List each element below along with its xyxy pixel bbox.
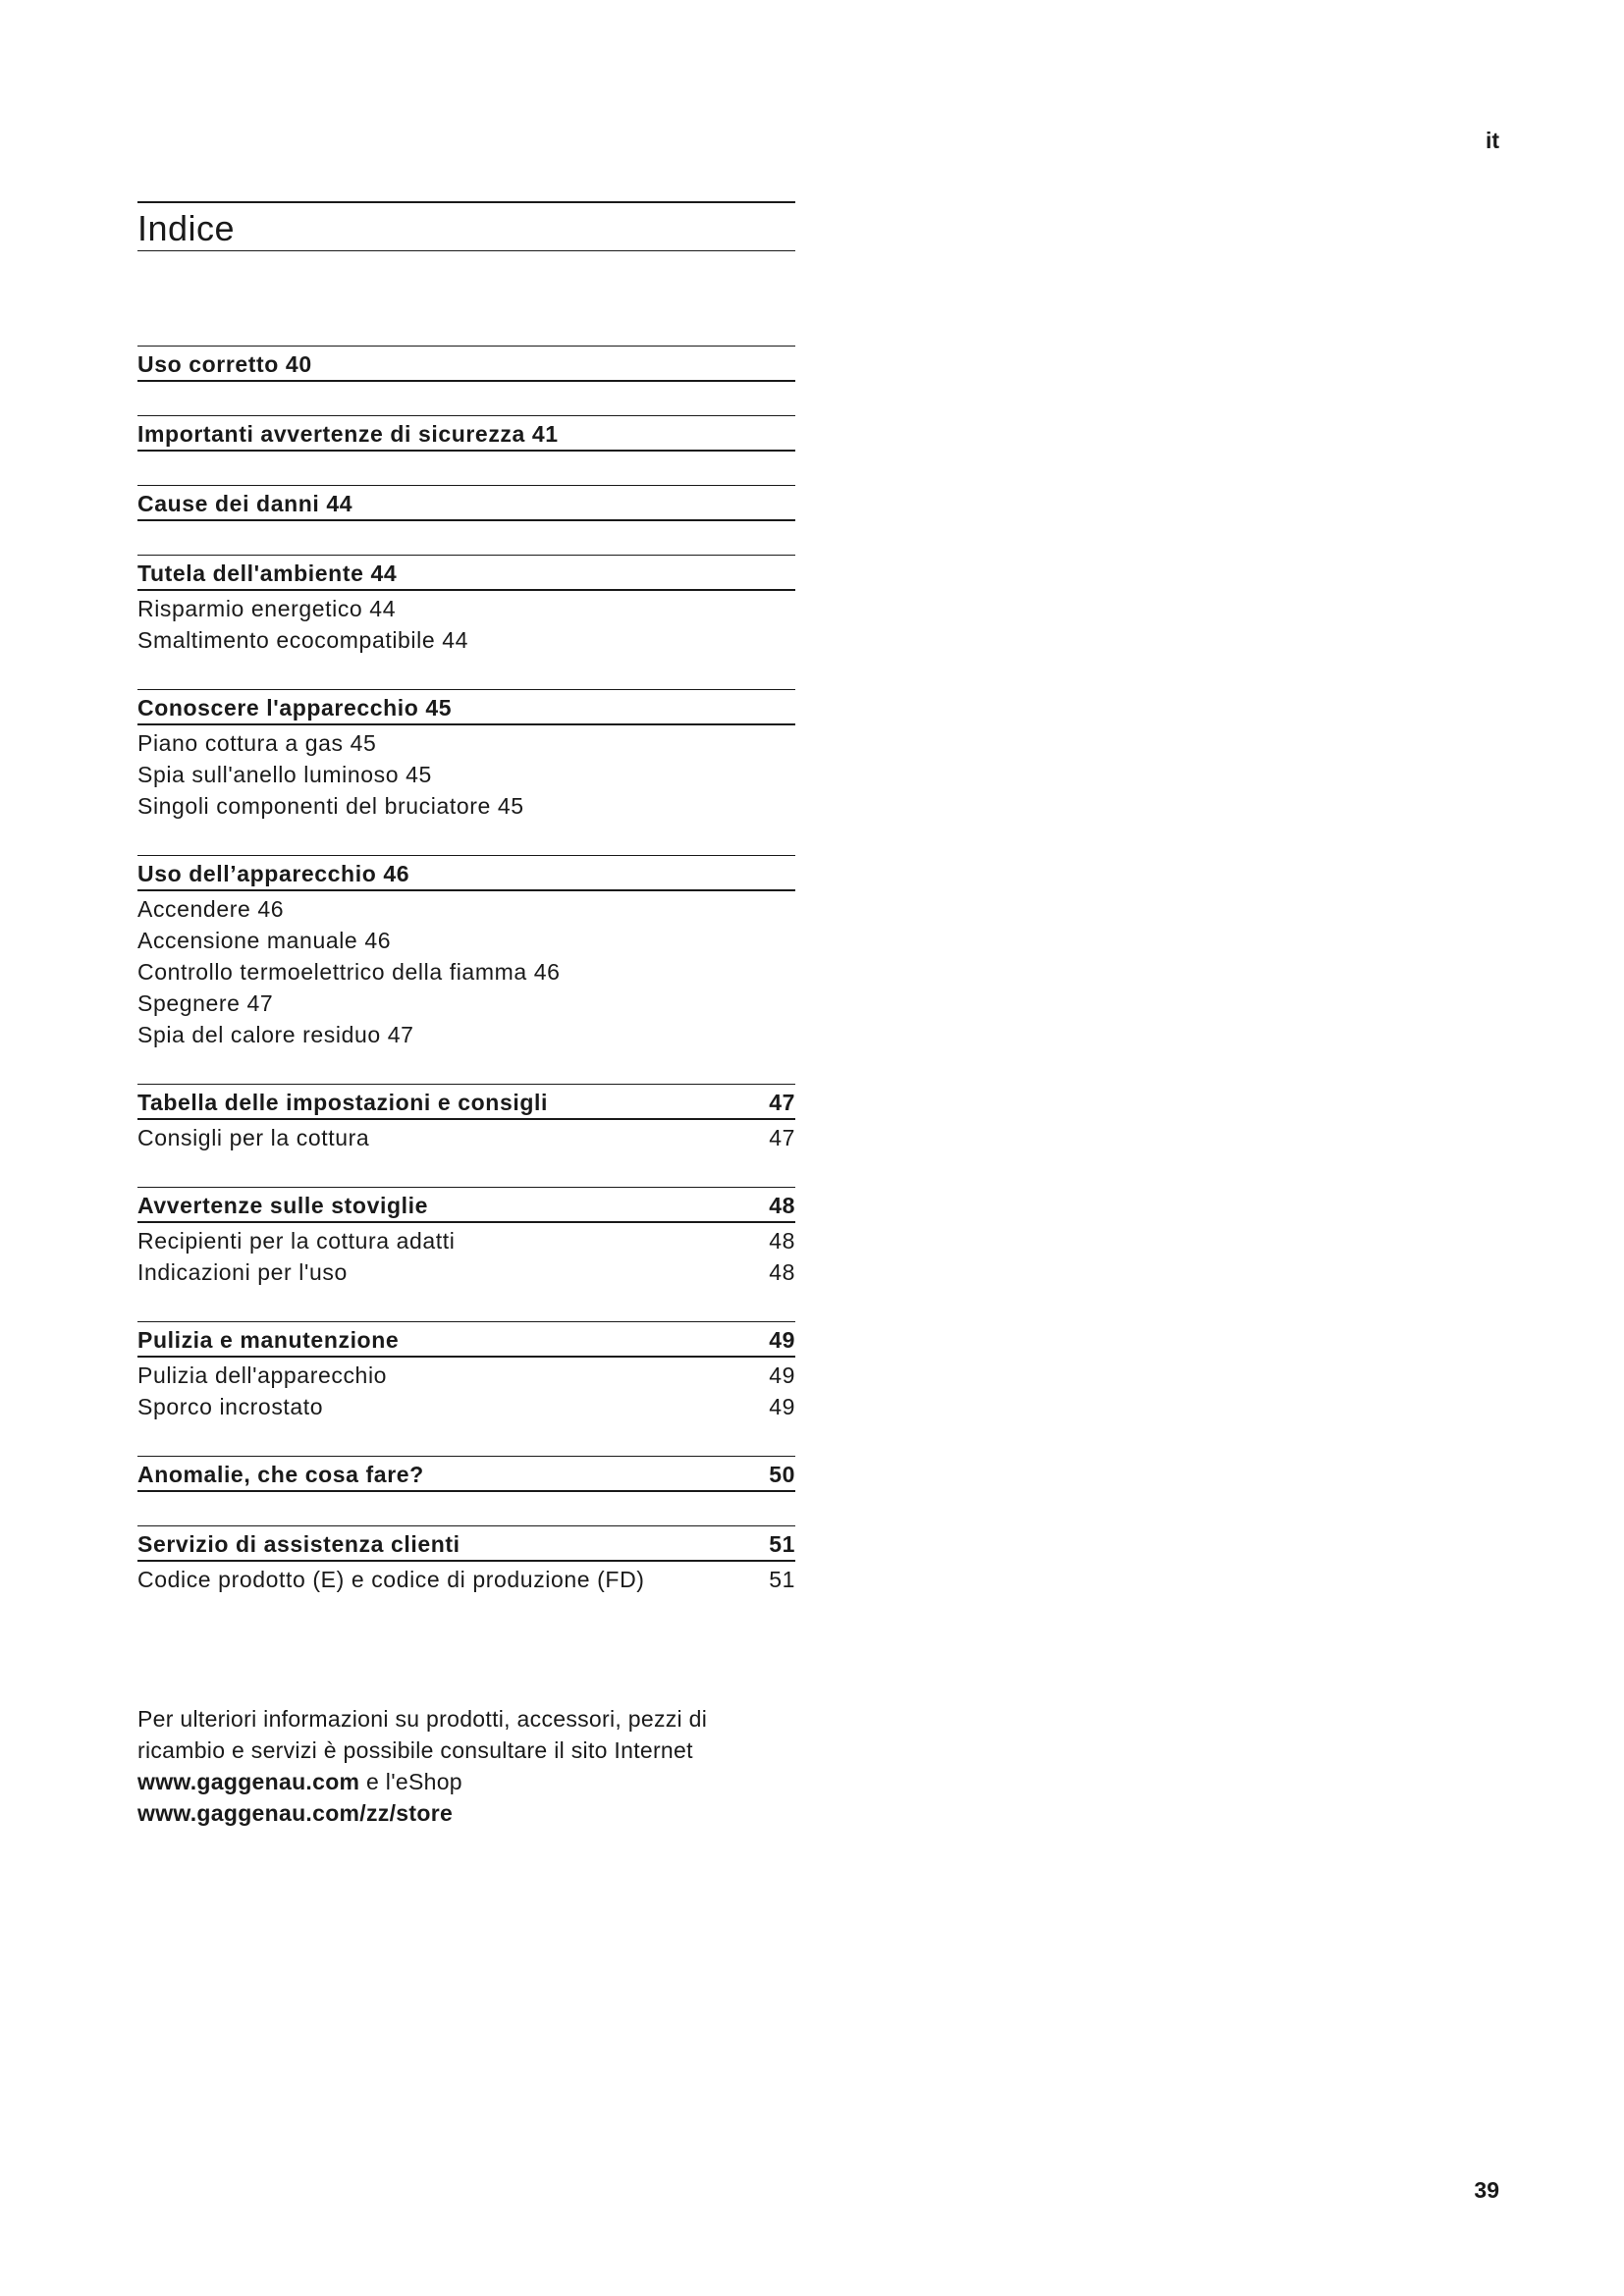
table-of-contents [137,346,795,1595]
toc-entry-page: 49 [769,1362,795,1388]
toc-heading-title: Avvertenze sulle stoviglie [137,1192,428,1218]
title-block [137,201,795,251]
toc-section [137,485,795,521]
toc-entry-label: Sporco incrostato [137,1394,324,1419]
toc-section-heading[interactable] [137,1187,795,1223]
toc-section-heading[interactable] [137,1456,795,1492]
toc-section-heading[interactable] [137,1525,795,1562]
page-title: Indice [137,208,236,248]
toc-heading-title: Uso corretto 40 [137,350,312,377]
toc-entry[interactable] [137,759,795,790]
toc-entry[interactable] [137,1391,795,1422]
toc-entry-label: Accendere 46 [137,896,285,922]
toc-entry-label: Pulizia dell'apparecchio [137,1362,388,1388]
toc-entry[interactable] [137,1122,795,1153]
toc-entry[interactable] [137,1019,795,1050]
toc-heading-title: Pulizia e manutenzione [137,1326,400,1353]
section-spacer [137,822,795,855]
section-spacer [137,1153,795,1187]
toc-entry[interactable] [137,1256,795,1288]
toc-entry[interactable] [137,790,795,822]
toc-section [137,855,795,1050]
toc-section [137,1321,795,1422]
toc-section-heading[interactable] [137,1321,795,1358]
toc-entry-page: 47 [769,1125,795,1150]
toc-section-heading[interactable] [137,1084,795,1120]
toc-section-heading[interactable] [137,415,795,452]
toc-section-heading[interactable] [137,485,795,521]
toc-entry[interactable] [137,988,795,1019]
toc-entry-page: 51 [769,1567,795,1592]
toc-section [137,415,795,452]
footer-line-2: ricambio e servizi è possibile consultare il sito Internet [137,1737,693,1763]
toc-entry[interactable] [137,727,795,759]
toc-heading-title: Servizio di assistenza clienti [137,1530,460,1557]
footer-line-1: Per ulteriori informazioni su prodotti, accessori, pezzi di [137,1706,708,1732]
toc-section [137,1084,795,1153]
toc-entry-label: Smaltimento ecocompatibile 44 [137,627,469,653]
toc-section [137,346,795,382]
section-spacer [137,1492,795,1525]
website-link[interactable]: www.gaggenau.com [137,1769,360,1794]
section-spacer [137,1050,795,1084]
toc-heading-page: 49 [769,1326,795,1353]
toc-heading-title: Tutela dell'ambiente 44 [137,560,398,586]
section-spacer [137,1422,795,1456]
toc-heading-page: 47 [769,1089,795,1115]
section-spacer [137,521,795,555]
footer-mid-text: e l'eShop [359,1769,462,1794]
toc-entry-label: Risparmio energetico 44 [137,596,397,621]
section-spacer [137,382,795,415]
section-spacer [137,452,795,485]
toc-section-heading[interactable] [137,555,795,591]
toc-section [137,1525,795,1595]
toc-entry[interactable] [137,925,795,956]
toc-section [137,1456,795,1492]
toc-section [137,689,795,822]
toc-entry-page: 48 [769,1228,795,1254]
toc-entry[interactable] [137,624,795,656]
toc-entry-label: Consigli per la cottura [137,1125,370,1150]
toc-entry-label: Piano cottura a gas 45 [137,730,377,756]
toc-entry-label: Spia sull'anello luminoso 45 [137,762,432,787]
eshop-link[interactable]: www.gaggenau.com/zz/store [137,1800,454,1826]
toc-section [137,555,795,656]
toc-section-heading[interactable] [137,689,795,725]
toc-entry-label: Codice prodotto (E) e codice di produzione (FD) [137,1567,645,1592]
toc-section-heading[interactable] [137,855,795,891]
toc-heading-title: Cause dei danni 44 [137,490,353,516]
toc-entry-label: Singoli componenti del bruciatore 45 [137,793,524,819]
page-number: 39 [1474,2177,1499,2203]
section-spacer [137,1288,795,1321]
toc-entry-label: Spegnere 47 [137,990,274,1016]
toc-heading-page: 48 [769,1192,795,1218]
section-spacer [137,656,795,689]
toc-entry-label: Indicazioni per l'uso [137,1259,348,1285]
toc-entry[interactable] [137,1225,795,1256]
toc-entry[interactable] [137,1360,795,1391]
toc-entry-page: 48 [769,1259,795,1285]
toc-entry-label: Spia del calore residuo 47 [137,1022,414,1047]
toc-heading-title: Anomalie, che cosa fare? [137,1461,424,1487]
toc-section [137,1187,795,1288]
toc-heading-title: Conoscere l'apparecchio 45 [137,694,453,721]
toc-entry-page: 49 [769,1394,795,1419]
toc-heading-page: 51 [769,1530,795,1557]
toc-entry[interactable] [137,593,795,624]
toc-entry[interactable] [137,1564,795,1595]
footer-note [137,1703,825,1829]
language-code: it [1485,128,1499,153]
toc-entry-label: Recipienti per la cottura adatti [137,1228,456,1254]
toc-entry[interactable] [137,956,795,988]
toc-heading-page: 50 [769,1461,795,1487]
toc-entry-label: Controllo termoelettrico della fiamma 46 [137,959,561,985]
toc-section-heading[interactable] [137,346,795,382]
toc-heading-title: Tabella delle impostazioni e consigli [137,1089,548,1115]
toc-heading-title: Uso dell’apparecchio 46 [137,860,410,886]
toc-entry[interactable] [137,893,795,925]
toc-entry-label: Accensione manuale 46 [137,928,392,953]
toc-heading-title: Importanti avvertenze di sicurezza 41 [137,420,559,447]
footer-line-3 [137,1766,825,1797]
